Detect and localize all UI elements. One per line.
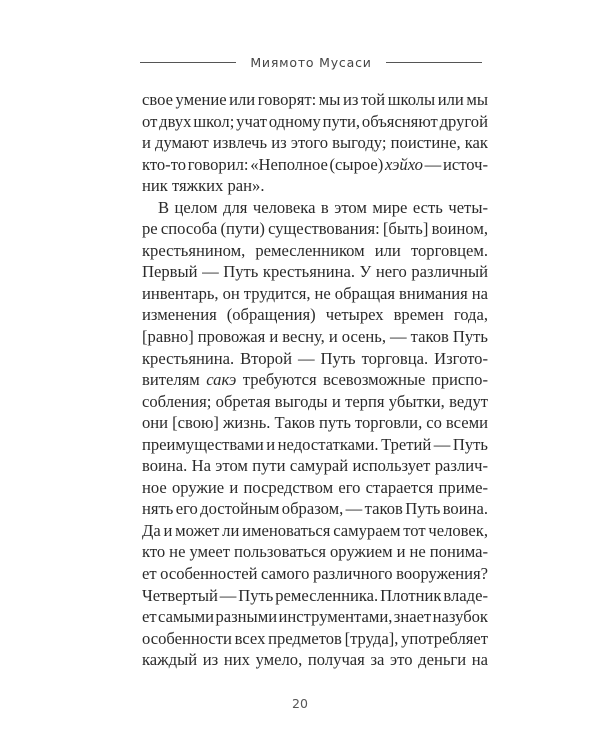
text-segment: ет самыми разными инструментами, знает назубок — [142, 607, 488, 627]
text-line — [142, 240, 488, 262]
text-line — [142, 261, 488, 283]
header-title: Миямото Мусаси — [250, 54, 372, 70]
page-body-text — [142, 89, 488, 671]
text-line — [142, 434, 488, 456]
text-segment: крестьянином, ремесленником или торговцем. — [142, 240, 488, 260]
text-line — [142, 111, 488, 133]
text-segment: особенности всех предметов [труда], употребляет — [142, 628, 488, 648]
text-segment: ное оружие и посредством его старается приме- — [142, 477, 488, 497]
text-segment: [равно] провожая и весну, и осень, — таков Путь — [142, 327, 488, 347]
text-segment: вителям — [142, 370, 207, 390]
text-segment: Первый — Путь крестьянина. У него различный — [142, 262, 488, 282]
text-line — [142, 154, 488, 176]
text-segment: от двух школ; учат одному пути, объясняют другой — [142, 111, 488, 131]
text-line — [142, 563, 488, 585]
text-segment: инвентарь, он трудится, не обращая внимания на — [142, 283, 488, 303]
text-line — [142, 628, 488, 650]
text-segment: собления; обретая выгоды и терпя убытки, ведут — [142, 391, 488, 411]
text-line — [142, 520, 488, 542]
text-segment: они [свою] жизнь. Таков путь торговли, со всеми — [142, 413, 488, 433]
text-line — [142, 89, 488, 111]
text-line — [142, 541, 488, 563]
header-rule-left — [140, 62, 236, 63]
paragraph — [142, 89, 488, 197]
text-segment: Да и может ли именоваться самураем тот человек, — [142, 520, 488, 540]
text-segment: кто не умеет пользоваться оружием и не понима- — [142, 542, 488, 562]
page-number: 20 — [292, 696, 308, 711]
text-segment: нять его достойным образом, — таков Путь воина. — [142, 499, 488, 519]
text-line — [142, 218, 488, 240]
text-segment: В целом для человека в этом мире есть четы- — [158, 197, 488, 217]
running-header — [140, 52, 482, 72]
text-line — [142, 283, 488, 305]
text-segment: преимуществами и недостатками. Третий — Путь — [142, 434, 488, 454]
text-segment: и думают извлечь из этого выгоду; поистине, как — [142, 133, 488, 153]
text-line — [142, 132, 488, 154]
text-line — [142, 304, 488, 326]
text-line — [142, 326, 488, 348]
text-segment: ет особенностей самого различного вооружения? — [142, 564, 488, 584]
text-line — [142, 585, 488, 607]
text-segment: требуются всевозможные приспо- — [236, 370, 488, 390]
text-line — [142, 175, 488, 197]
text-line — [142, 498, 488, 520]
text-segment: каждый из них умело, получая за это деньги на — [142, 650, 488, 670]
text-segment: изменения (обращения) четырех времен года, — [142, 305, 488, 325]
text-line — [142, 391, 488, 413]
text-segment: ник тяжких ран». — [142, 176, 265, 196]
text-line — [142, 197, 488, 219]
paragraph — [142, 197, 488, 671]
text-line — [142, 606, 488, 628]
text-segment: — источ- — [422, 154, 488, 174]
text-line — [142, 369, 488, 391]
text-line — [142, 455, 488, 477]
text-segment: кто-то говорил: «Неполное (сырое) — [142, 154, 385, 174]
text-segment: крестьянина. Второй — Путь торговца. Изгото- — [142, 348, 488, 368]
italic-term: хэйхо — [384, 154, 423, 174]
text-line — [142, 477, 488, 499]
text-segment: свое умение или говорят: мы из той школы или мы — [142, 90, 488, 109]
text-line — [142, 649, 488, 671]
italic-term: сакэ — [206, 370, 237, 390]
text-line — [142, 412, 488, 434]
text-segment: Четвертый — Путь ремесленника. Плотник владе- — [142, 585, 488, 605]
header-rule-right — [386, 62, 482, 63]
text-segment: ре способа (пути) существования: [быть] воином, — [142, 219, 488, 239]
text-segment: воина. На этом пути самурай использует различ- — [142, 456, 488, 476]
text-line — [142, 348, 488, 370]
